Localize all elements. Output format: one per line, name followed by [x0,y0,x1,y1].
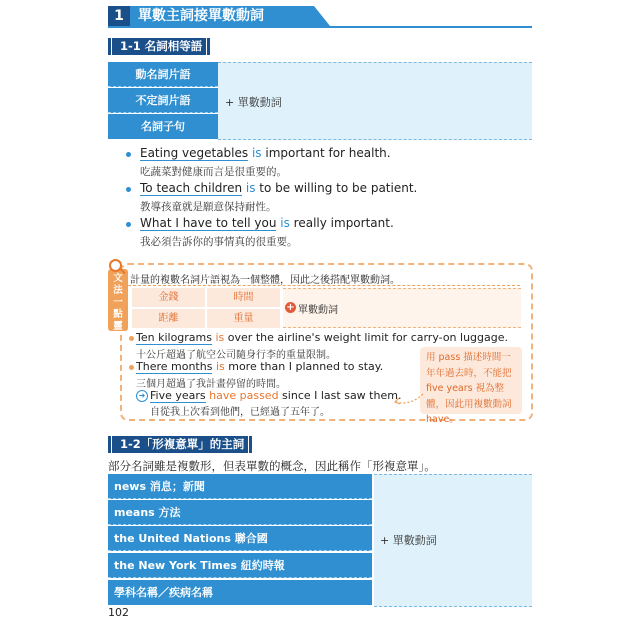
tip-divider [128,285,520,286]
section-2-description: 部分名詞雖是複數形，但表單數的概念，因此稱作「形複意單」。 [108,459,436,473]
bullet-icon [129,365,134,370]
bullet-icon [129,336,134,341]
section-2-tag: 1-2「形複意單」的主詞 [112,436,248,453]
bullet-icon [126,187,131,192]
table-row-new-york-times: the New York Times 紐約時報 [108,553,372,578]
table-row-noun-clause: 名詞子句 [108,114,218,139]
table-row-news: news 消息；新聞 [108,474,372,499]
note-arrow-icon [392,392,424,408]
bullet-icon [126,152,131,157]
table-row-means: means 方法 [108,500,372,525]
tip-grid-distance: 距離 [132,309,205,328]
tip-example-1-zh: 十公斤超過了航空公司隨身行李的重量限制。 [136,350,336,361]
example-2-en: To teach children is to be willing to be patient. [140,181,418,195]
plus-circle-icon: + [286,302,295,313]
tip-grid-time: 時間 [207,288,280,307]
tip-example-2-en: There months is more than I planned to stay. [136,360,384,373]
example-3-en: What I have to tell you is really important. [140,216,394,230]
tip-grid-money: 金錢 [132,288,205,307]
chapter-rule [108,26,532,28]
table-row-subjects-diseases: 學科名稱／疾病名稱 [108,580,372,605]
page-number: 102 [108,606,129,619]
tip-heading: 計量的複數名詞片語視為一個整體，因此之後搭配單數動詞。 [130,275,400,286]
section-1-tag: 1-1 名詞相等語 [112,38,206,55]
table-row-united-nations: the United Nations 聯合國 [108,526,372,551]
section-1-plus-verb: + 單數動詞 [225,96,282,109]
tip-grid-label: 單數動詞 [298,305,338,316]
tip-example-2-zh: 三個月超過了我計畫停留的時間。 [136,379,286,390]
bullet-icon [126,222,131,227]
example-1-en: Eating vegetables is important for health. [140,146,391,160]
table-row-gerund: 動名詞片語 [108,62,218,87]
chapter-title: 單數主詞接單數動詞 [138,8,264,24]
compare-arrow-icon: ➜ [136,390,148,402]
grammar-tip-label: 文法一點靈 [108,269,128,331]
tip-grid-weight: 重量 [207,309,280,328]
table-row-infinitive: 不定詞片語 [108,88,218,113]
tip-example-1-en: Ten kilograms is over the airline's weight limit for carry-on luggage. [136,331,508,344]
tip-sub-example-en: Five years have passed since I last saw them. [150,389,402,402]
example-2-zh: 教導孩童就是願意保持耐性。 [140,201,277,213]
section-2-plus-verb: + 單數動詞 [380,534,437,547]
example-1-zh: 吃蔬菜對健康而言是很重要的。 [140,166,287,178]
tip-note: 用 pass 描述時間一年年過去時，不能把 five years 視為整體，因此用複數動詞 have。 [420,347,522,414]
example-3-zh: 我必須告訴你的事情真的很重要。 [140,236,298,248]
chapter-number: 1 [108,6,130,26]
tip-sub-example-zh: 自從我上次看到他們，已經過了五年了。 [150,407,330,418]
